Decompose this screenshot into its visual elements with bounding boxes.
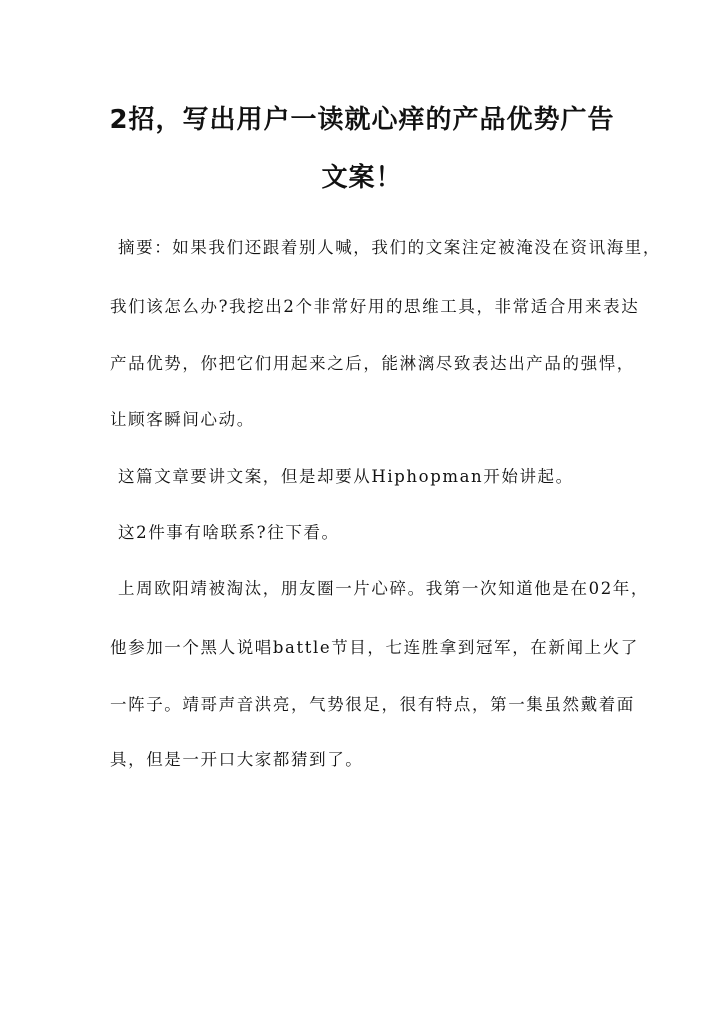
text-line: 产品优势，你把它们用起来之后，能淋漓尽致表达出产品的强悍， (110, 354, 635, 373)
text-line: 这2件事有啥联系?往下看。 (118, 523, 340, 542)
text-line: 我们该怎么办?我挖出2个非常好用的思维工具，非常适合用来表达 (110, 297, 640, 316)
title-line-2: 文案！ (321, 163, 403, 193)
text-line: 上周欧阳靖被淘汰，朋友圈一片心碎。我第一次知道他是在02年， (118, 579, 649, 598)
text-line: 让顾客瞬间心动。 (110, 410, 255, 429)
text-line: 一阵子。靖哥声音洪亮，气势很足，很有特点，第一集虽然戴着面 (110, 695, 635, 714)
text-line: 这篇文章要讲文案，但是却要从Hiphopman开始讲起。 (118, 467, 574, 486)
text-line: 具，但是一开口大家都猜到了。 (110, 750, 364, 769)
text-line: 他参加一个黑人说唱battle节目，七连胜拿到冠军，在新闻上火了 (110, 638, 639, 657)
title-line-1: 2招，写出用户一读就心痒的产品优势广告 (109, 105, 615, 135)
text-line: 摘要：如果我们还跟着别人喊，我们的文案注定被淹没在资讯海里， (118, 238, 661, 257)
